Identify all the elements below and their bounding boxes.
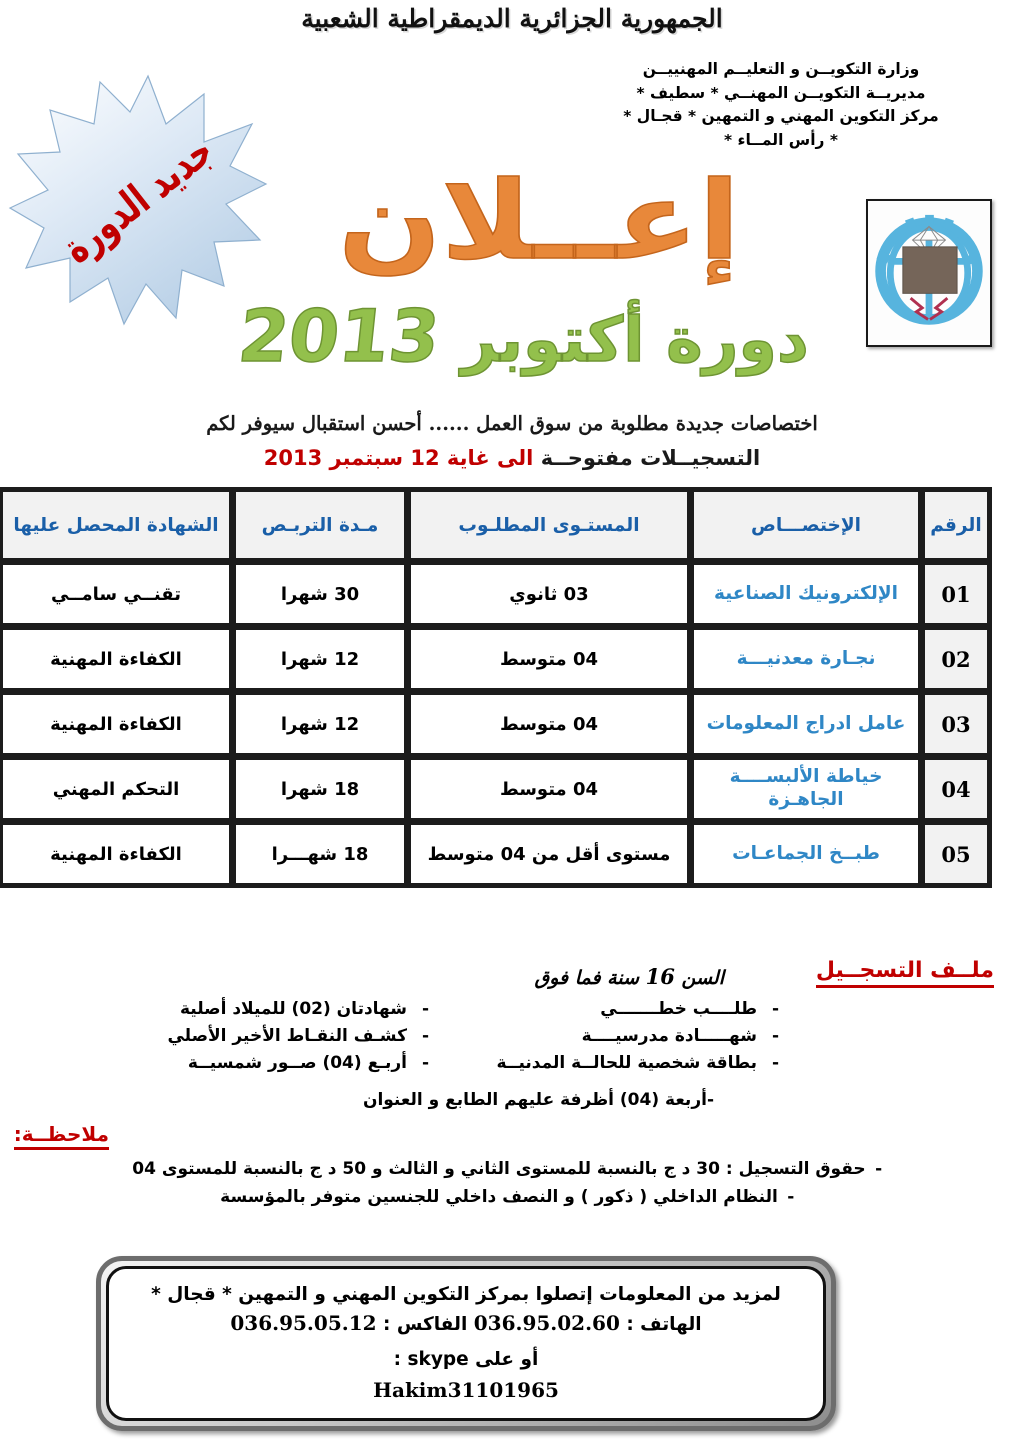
ministry-line-1: وزارة التكويــن و التعليــم المهنييــن [642, 60, 920, 78]
table-row [1, 758, 989, 820]
cell-level: 04 متوسط [409, 758, 689, 820]
cell-specialization: طبــخ الجماعـات [692, 823, 920, 885]
list-item-label: كشـف النقـاط الأخير الأصلي [167, 1025, 407, 1046]
cell-level: 04 متوسط [409, 693, 689, 755]
bullet-dash: - [706, 1090, 714, 1110]
bullet-dash: - [421, 1052, 429, 1073]
table-row [1, 563, 989, 625]
bullet-dash: - [787, 1186, 795, 1207]
center-logo [866, 199, 992, 347]
list-item-label: شهـــــادة مدرسيــــة [581, 1025, 757, 1046]
cell-number: 04 [923, 758, 989, 820]
th-certificate: الشهادة المحصل عليها [1, 490, 231, 560]
bullet-dash: - [771, 999, 779, 1019]
list-item [167, 1050, 429, 1077]
subtitle-line-2 [0, 446, 1024, 470]
list-item-label: حقوق التسجيل : 30 د ج بالنسبة للمستوى الثاني و الثالث و 50 د ج بالنسبة للمستوى 04 [132, 1159, 866, 1179]
cell-specialization: الإلكترونيك الصناعية [692, 563, 920, 625]
phone-label: الهاتف : [626, 1314, 702, 1336]
cell-certificate: الكفاءة المهنية [1, 823, 231, 885]
cell-duration: 12 شهرا [234, 693, 406, 755]
table-row [1, 693, 989, 755]
contact-phone-line [230, 1309, 701, 1339]
bullet-dash: - [771, 1025, 779, 1046]
headline-session [214, 294, 834, 378]
table-body [1, 563, 989, 885]
cell-number: 05 [923, 823, 989, 885]
skype-label: أو على skype : [393, 1348, 539, 1370]
registration-extra-item [363, 1090, 714, 1110]
cell-certificate: تقنــي سامــي [1, 563, 231, 625]
list-item [167, 996, 429, 1023]
cell-specialization: نجـارة معدنيـــة [692, 628, 920, 690]
cell-number: 03 [923, 693, 989, 755]
list-item [497, 1050, 779, 1077]
age-suffix: سنة فما فوق [534, 967, 640, 989]
cell-certificate: الكفاءة المهنية [1, 628, 231, 690]
registration-items-left [167, 996, 429, 1077]
table-header-row [1, 490, 989, 560]
ministry-line-2: مديريــة التكويــن المهنــي * سطيف * [636, 83, 926, 102]
registration-heading: ملــف التسجــيل [816, 958, 994, 988]
specializations-table-wrapper [13, 487, 992, 888]
table-row [1, 628, 989, 690]
specializations-table [0, 487, 992, 888]
list-item [497, 1023, 779, 1050]
note-items [40, 1156, 984, 1211]
fax-label: الفاكس : [382, 1314, 468, 1336]
cell-duration: 30 شهرا [234, 563, 406, 625]
gear-logo-icon [868, 201, 990, 345]
cell-level: 03 ثانوي [409, 563, 689, 625]
bullet-dash: - [421, 999, 429, 1019]
subtitle-deadline: الى غاية 12 سبتمبر 2013 [263, 446, 534, 470]
cell-number: 01 [923, 563, 989, 625]
list-item-label: شهادتان (02) للميلاد أصلية [179, 999, 407, 1019]
list-item-label: النظام الداخلي ( ذكور ) و النصف داخلي للجنسين متوفر بالمؤسسة [220, 1186, 778, 1207]
list-item-label: طلــــب خطـــــــي [600, 999, 757, 1019]
cell-level: 04 متوسط [409, 628, 689, 690]
starburst-label: جديد الدورة [53, 126, 223, 273]
cell-certificate: الكفاءة المهنية [1, 693, 231, 755]
th-training-duration: مـدة التربـص [234, 490, 406, 560]
cell-duration: 12 شهرا [234, 628, 406, 690]
list-item [497, 996, 779, 1023]
ministry-block [566, 58, 996, 152]
phone-number: 036.95.02.60 [473, 1311, 620, 1336]
subtitle-line-1: اختصاصات جديدة مطلوبة من سوق العمل ...... أحسن استقبال سيوفر لكم [206, 412, 818, 435]
cell-level: مستوى أقل من 04 متوسط [409, 823, 689, 885]
republic-header: الجمهورية الجزائرية الديمقراطية الشعبية [301, 4, 723, 33]
age-requirement [534, 964, 724, 989]
bullet-dash: - [875, 1159, 883, 1179]
registration-items-right [497, 996, 779, 1077]
subtitle-prefix: التسجيــلات مفتوحــة [533, 446, 761, 470]
headline-year: 2013 [234, 294, 445, 378]
headline-wordart: إعــلان [338, 159, 740, 284]
list-item-label: بطاقة شخصية للحالــة المدنيــة [496, 1052, 757, 1073]
cell-specialization: عامل ادراج المعلومات [692, 693, 920, 755]
contact-intro: لمزيد من المعلومات إتصلوا بمركز التكوين المهني و التمهين * قجال * [151, 1284, 781, 1306]
contact-box-inner [106, 1266, 826, 1421]
fax-number: 036.95.05.12 [230, 1311, 377, 1336]
bullet-dash: - [421, 1025, 429, 1046]
list-item [40, 1156, 984, 1184]
list-item [167, 1023, 429, 1050]
headline-session-text: دورة أكتوبر [461, 303, 809, 376]
note-heading: ملاحظــة: [14, 1122, 109, 1150]
th-required-level: المستـوى المطلـوب [409, 490, 689, 560]
cell-duration: 18 شهـــرا [234, 823, 406, 885]
cell-duration: 18 شهرا [234, 758, 406, 820]
list-item [40, 1184, 984, 1212]
th-number: الرقم [923, 490, 989, 560]
ministry-line-4: * رأس المــاء * [724, 130, 838, 149]
age-label: السن [681, 967, 724, 989]
list-item-label: أربعة (04) أظرفة عليهم الطابع و العنوان [362, 1090, 707, 1110]
skype-id: Hakim31101965 [373, 1377, 559, 1402]
list-item-label: أربـع (04) صــور شمسيــة [187, 1052, 407, 1073]
table-row [1, 823, 989, 885]
contact-box [96, 1256, 836, 1431]
age-value: 16 [645, 964, 675, 989]
th-specialization: الإختصـــاص [692, 490, 920, 560]
bullet-dash: - [771, 1052, 779, 1073]
cell-number: 02 [923, 628, 989, 690]
cell-specialization: خياطة الألبســــة الجاهـزة [692, 758, 920, 820]
ministry-line-3: مركز التكوين المهني و التمهين * قجـال * [623, 107, 939, 126]
cell-certificate: التحكم المهني [1, 758, 231, 820]
